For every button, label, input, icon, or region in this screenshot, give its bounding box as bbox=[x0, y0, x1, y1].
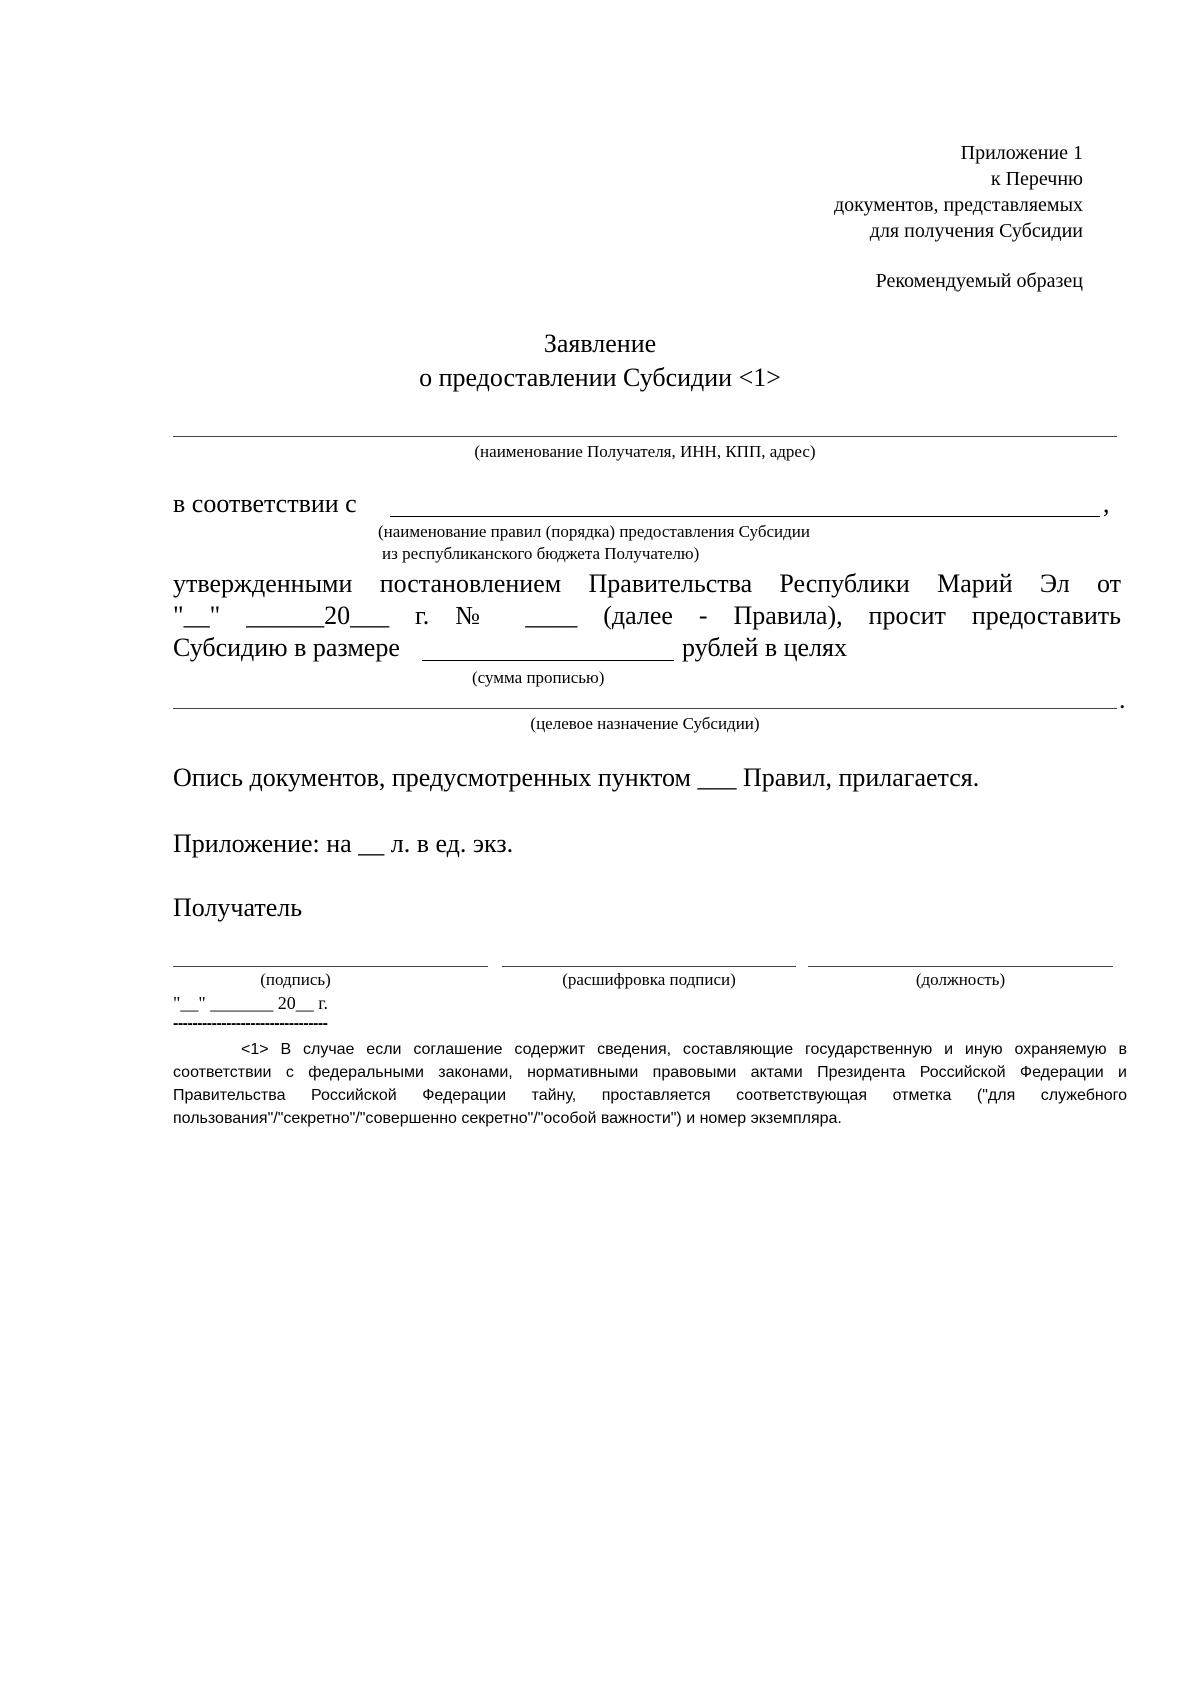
signature-date: "__" _______ 20__ г. bbox=[173, 993, 329, 1013]
appendix-documents: документов, представляемых bbox=[833, 194, 1083, 216]
amount-line bbox=[422, 660, 674, 661]
footnote-separator: -------------------------------- bbox=[173, 1015, 328, 1032]
purpose-line bbox=[173, 708, 1117, 709]
rules-name-line bbox=[390, 516, 1100, 517]
body-line-3-prefix: Субсидию в размере bbox=[173, 633, 400, 662]
document-title: Заявление bbox=[543, 329, 657, 358]
appendix-purpose: для получения Субсидии bbox=[869, 220, 1083, 242]
accordance-prefix: в соответствии с bbox=[173, 489, 357, 518]
inventory-text: Опись документов, предусмотренных пунктом ___ Правил, прилагается. bbox=[173, 763, 980, 792]
amount-caption: (сумма прописью) bbox=[472, 668, 605, 687]
body-line-1: утвержденными постановлением Правительства Республики Марий Эл от bbox=[173, 569, 1121, 598]
body-line-3-suffix: рублей в целях bbox=[682, 633, 847, 662]
rules-caption-1: (наименование правил (порядка) предоставления Субсидии bbox=[378, 522, 810, 541]
signature-line bbox=[173, 966, 488, 967]
purpose-caption: (целевое назначение Субсидии) bbox=[530, 714, 760, 733]
position-line bbox=[808, 966, 1113, 967]
document-subtitle: о предоставлении Субсидии <1> bbox=[419, 363, 781, 392]
recipient-label: Получатель bbox=[173, 893, 303, 922]
appendix-number: Приложение 1 bbox=[960, 142, 1083, 164]
recipient-caption: (наименование Получателя, ИНН, КПП, адрес) bbox=[474, 442, 816, 461]
accordance-comma: , bbox=[1103, 489, 1110, 518]
footnote-text: <1> В случае если соглашение содержит сведения, составляющие государственную и иную охраняемую в соответствии с федеральными законами, нормативными правовыми актами Президента Российской Федерации и Правительства Российской Федерации тайну, проставляется соответствующая отметка ("для служебного пользования"/"секретно"/"совершенно секретно"/"особой важности") и номер экземпляра. bbox=[173, 1041, 1127, 1127]
signature-decode-line bbox=[502, 966, 796, 967]
attachment-text: Приложение: на __ л. в ед. экз. bbox=[173, 829, 514, 858]
position-caption: (должность) bbox=[915, 970, 1006, 989]
signature-decode-caption: (расшифровка подписи) bbox=[562, 970, 736, 989]
recipient-line bbox=[173, 436, 1117, 437]
footnote bbox=[173, 1038, 1127, 1130]
body-line-2: "__" ______20___ г. № ____ (далее - Правила), просит предоставить bbox=[173, 601, 1121, 630]
signature-caption: (подпись) bbox=[260, 970, 331, 989]
purpose-end: . bbox=[1119, 685, 1126, 714]
appendix-to-list: к Перечню bbox=[990, 168, 1083, 190]
rules-caption-2: из республиканского бюджета Получателю) bbox=[382, 544, 700, 563]
recommended-sample: Рекомендуемый образец bbox=[875, 270, 1083, 292]
